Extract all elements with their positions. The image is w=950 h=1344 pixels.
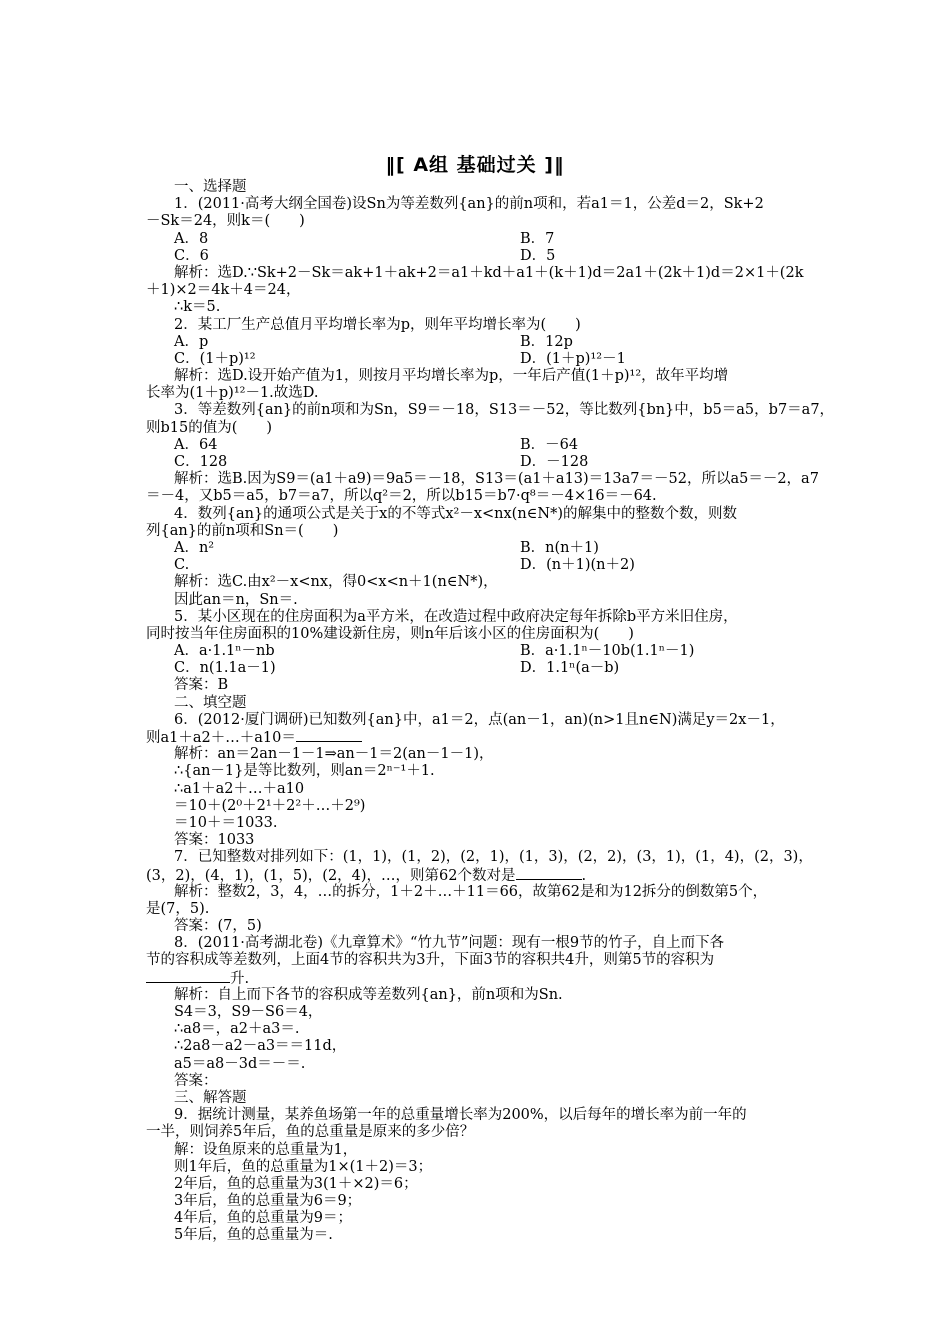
text-line: 3．等差数列{an}的前n项和为Sn，S9＝－18，S13＝－52，等比数列{bn}中，b5＝a5，b7＝a7，: [174, 402, 835, 419]
answer-blank: [516, 867, 582, 880]
text-line: 三、解答题: [174, 1089, 247, 1106]
option-left: A．8: [174, 230, 209, 247]
option-row: [146, 334, 826, 351]
text-line: 4年后，鱼的总重量为9＝；: [174, 1210, 352, 1227]
text-line: 解析：an＝2an－1－1⇒an－1＝2(an－1－1)，: [174, 746, 494, 763]
text-line: (3，2)，(4，1)，(1，5)，(2，4)，…，则第62个数对是 .: [146, 867, 587, 884]
text-line: 2．某工厂生产总值月平均增长率为p，则年平均增长率为( ): [174, 316, 581, 333]
text-line: S4＝3，S9－S6＝4，: [174, 1004, 323, 1020]
text-line: 答案：: [174, 1072, 218, 1089]
text-line: 9．据统计测量，某养鱼场第一年的总重量增长率为200%，以后每年的增长率为前一年的: [174, 1107, 747, 1124]
answer-blank: [146, 970, 230, 983]
option-right: D．－128: [520, 454, 589, 470]
text-line: ∴{an－1}是等比数列，则an＝2ⁿ⁻¹＋1.: [174, 763, 435, 780]
option-right: B．－64: [520, 436, 579, 453]
text-line: 解析：选C.由x²－x<nx，得0<x<n＋1(n∈N*)，: [174, 574, 498, 591]
option-right: B．a·1.1ⁿ－10b(1.1ⁿ－1): [520, 643, 695, 660]
text-line: 4．数列{an}的通项公式是关于x的不等式x²－x<nx(n∈N*)的解集中的整数个数，则数: [174, 505, 737, 522]
text-line: 列{an}的前n项和Sn＝( ): [146, 522, 339, 539]
option-left: C.: [174, 557, 190, 574]
option-row: [146, 540, 826, 557]
option-right: D．(1＋p)¹²－1: [520, 350, 626, 367]
text-line: 升.: [146, 970, 826, 987]
text-line: ＋1)×2＝4k＋4＝24，: [146, 282, 301, 299]
option-left: A．n²: [174, 539, 215, 556]
text-line: ＝10＋＝1033.: [174, 814, 278, 831]
text-line: ∴a8＝，a2＋a3＝.: [174, 1021, 300, 1038]
text-line: ∴2a8－a2－a3＝＝11d，: [174, 1038, 347, 1055]
section-header: [0, 150, 950, 177]
text-line: 一半，则饲养5年后，鱼的总重量是原来的多少倍？: [146, 1124, 475, 1141]
text-line: 6．(2012·厦门调研)已知数列{an}中，a1＝2，点(an－1，an)(n>1且n∈N)满足y＝2x－1，: [174, 711, 785, 728]
text-line: 解：设鱼原来的总重量为1，: [174, 1141, 358, 1158]
text-line: 8．(2011·高考湖北卷)《九章算术》“竹九节”问题：现有一根9节的竹子，自上而下各: [174, 935, 725, 952]
text-line: 答案：(7，5): [174, 918, 262, 935]
text-line: 一、选择题: [174, 179, 247, 195]
option-left: C．n(1.1a－1): [174, 660, 276, 677]
text-line: 1．(2011·高考大纲全国卷)设Sn为等差数列{an}的前n项和，若a1＝1，公差d＝2，Sk+2: [174, 196, 764, 213]
text-line: 5年后，鱼的总重量为＝.: [174, 1227, 333, 1244]
text-line: 二、填空题: [174, 694, 247, 711]
text-line: 2年后，鱼的总重量为3(1＋×2)＝6；: [174, 1175, 418, 1192]
text-line: ＝－4，又b5＝a5，b7＝a7，所以q²＝2，所以b15＝b7·q⁸＝－4×16＝－64.: [146, 488, 657, 505]
text-line: 是(7，5).: [146, 900, 210, 917]
text-line: ∴k＝5.: [174, 299, 221, 316]
option-left: A．64: [174, 436, 218, 453]
option-right: D．5: [520, 247, 556, 264]
text-line: 则1年后，鱼的总重量为1×(1＋2)＝3；: [174, 1158, 433, 1175]
option-left: C．6: [174, 247, 209, 264]
option-left: A．p: [174, 333, 209, 350]
option-row: [146, 660, 826, 677]
option-left: C．128: [174, 454, 228, 470]
option-row: [146, 437, 826, 454]
option-right: B．7: [520, 230, 555, 247]
option-right: B．12p: [520, 333, 573, 350]
text-line: 则b15的值为( ): [146, 419, 273, 436]
document-body: [146, 179, 835, 1245]
text-line: 3年后，鱼的总重量为6＝9；: [174, 1193, 362, 1210]
text-line: 答案：1033: [174, 832, 255, 849]
text-line: 同时按当年住房面积的10%建设新住房，则n年后该小区的住房面积为( ): [146, 625, 634, 642]
text-line: ∴a1＋a2＋…＋a10: [174, 780, 305, 797]
header-bracket-right: ]‖: [544, 154, 565, 176]
text-line: 5．某小区现在的住房面积为a平方米，在改造过程中政府决定每年拆除b平方米旧住房，: [174, 608, 738, 625]
text-line: 解析：选B.因为S9＝(a1＋a9)＝9a5＝－18，S13＝(a1＋a13)＝13a7＝－52，所以a5＝－2，a7: [174, 471, 819, 488]
text-line: 解析：选D.∵Sk+2－Sk＝ak+1＋ak+2＝a1＋kd＋a1＋(k＋1)d＝2a1＋(2k＋1)d＝2×1＋(2k: [174, 264, 804, 281]
text-line: 节的容积成等差数列，上面4节的容积共为3升，下面3节的容积共4升，则第5节的容积为: [146, 952, 715, 969]
text-line: 解析：选D.设开始产值为1，则按月平均增长率为p，一年后产值(1＋p)¹²，故年平均增: [174, 368, 729, 385]
text-line: 长率为(1＋p)¹²－1.故选D.: [146, 385, 319, 402]
option-row: [146, 351, 826, 368]
text-line: －Sk＝24，则k＝( ): [146, 213, 305, 230]
option-left: C．(1＋p)¹²: [174, 350, 256, 367]
option-row: [146, 454, 826, 471]
option-row: [146, 643, 826, 660]
option-row: [146, 231, 826, 248]
text-line: 7．已知整数对排列如下：(1，1)，(1，2)，(2，1)，(1，3)，(2，2)，(3，1)，(1，4)，(2，3)，: [174, 849, 813, 866]
option-right: B．n(n＋1): [520, 539, 599, 556]
text-line: 则a1＋a2＋…＋a10＝: [146, 729, 826, 746]
header-bracket-left: ‖[: [385, 154, 406, 176]
option-row: [146, 557, 826, 574]
option-row: [146, 248, 826, 265]
text-line: ＝10＋(2⁰＋2¹＋2²＋…＋2⁹): [174, 797, 366, 814]
header-title: A组 基础过关: [413, 154, 537, 176]
option-left: A．a·1.1ⁿ－nb: [174, 643, 275, 660]
text-line: 解析：整数2，3，4，…的拆分，1＋2＋…＋11＝66，故第62是和为12拆分的倒数第5个，: [174, 883, 768, 900]
option-right: D．1.1ⁿ(a－b): [520, 660, 620, 677]
text-line: a5＝a8－3d＝－＝.: [174, 1055, 306, 1072]
answer-blank: [296, 729, 362, 742]
text-line: 解析：自上而下各节的容积成等差数列{an}，前n项和为Sn.: [174, 986, 563, 1003]
option-right: D．(n＋1)(n＋2): [520, 557, 635, 574]
text-line: 因此an＝n，Sn＝.: [174, 591, 298, 608]
text-line: 答案：B: [174, 677, 229, 694]
